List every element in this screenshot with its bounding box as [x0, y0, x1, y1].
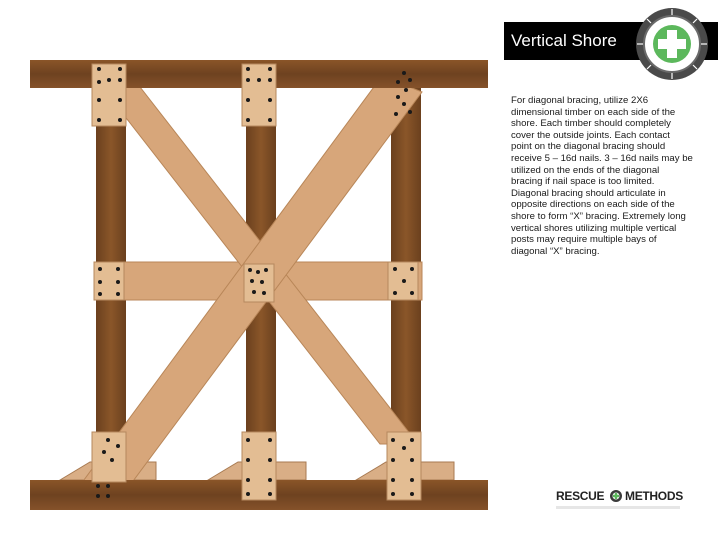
gear-icon [609, 489, 623, 503]
body-text: For diagonal bracing, utilize 2X6 dimensional timber on each side of the shore. Each timber should completely cover the outside joints. Each contact point on the diagonal bracing should receive 5 – 16d nails. 3 – 16d nails may be utilized on the ends of the diagonal bracing if nail space is too limited. Diagonal bracing should articulate in opposite directions on each side of the shore to form “X” bracing. Extremely long vertical shores utilizing multiple vertical posts may require multiple bays of diagonal “X” bracing. [511, 95, 693, 257]
plus-cross-icon [634, 6, 710, 82]
logo-right-word: METHODS [625, 489, 683, 503]
logo-tagline-line [556, 506, 680, 509]
rescue-methods-logo [556, 489, 684, 515]
logo-left-word: RESCUE [556, 489, 605, 503]
page-title: Vertical Shore [511, 31, 617, 50]
